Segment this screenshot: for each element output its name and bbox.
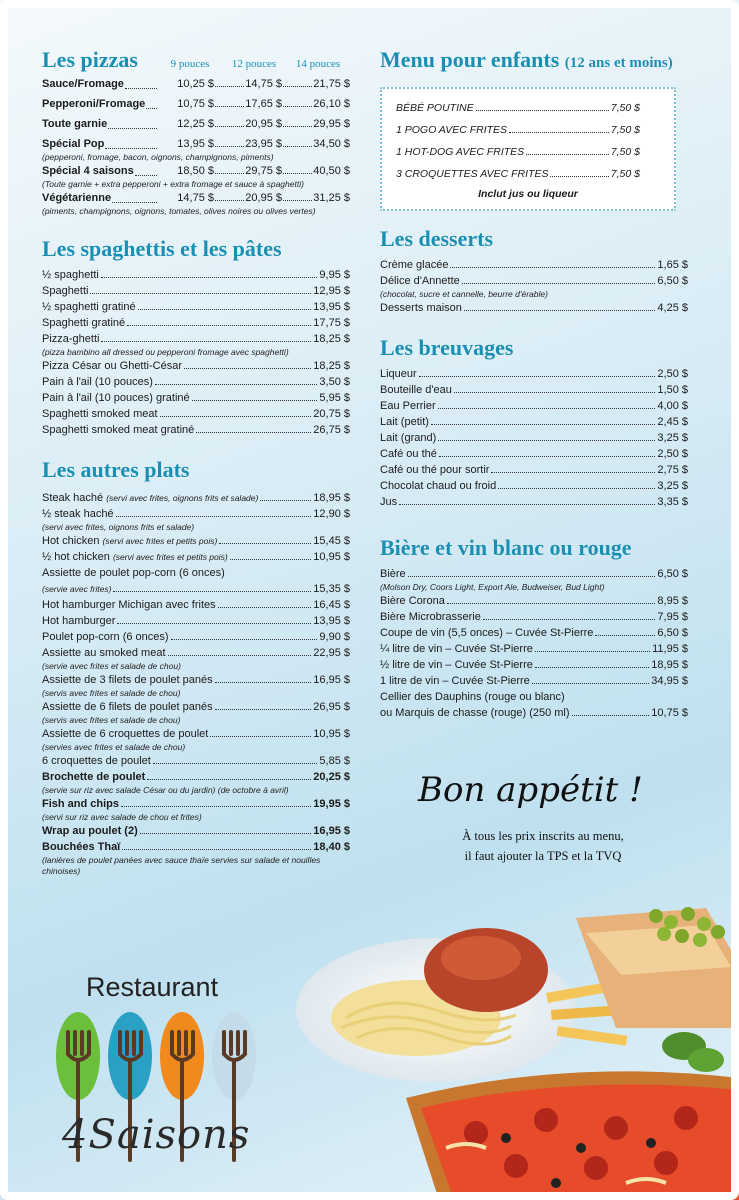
- dessert-row-note: (chocolat, sucre et cannelle, beurre d'érable): [380, 289, 548, 299]
- pizza-price: 29,75 $: [214, 163, 282, 179]
- pizza-price: 26,10 $: [282, 96, 350, 112]
- plat-row-name: Hot chicken (servi avec frites et petits pois): [42, 535, 218, 547]
- plat-row: [42, 565, 350, 581]
- plat-row-name: Steak haché (servi avec frites, oignons frits et salade): [42, 492, 259, 504]
- plat-row-name: Assiette au smoked meat: [42, 647, 166, 659]
- breuvage-row-name: Eau Perrier: [380, 400, 436, 412]
- breuvage-row: [380, 478, 688, 494]
- plat-row-name: 6 croquettes de poulet: [42, 755, 151, 767]
- enfants-subtitle: (12 ans et moins): [564, 55, 673, 71]
- breuvage-row: [380, 366, 688, 382]
- kids-footer: Inclut jus ou liqueur: [478, 188, 578, 200]
- kids-price: 7,50 $: [610, 146, 640, 158]
- breuvage-row-price: 2,50 $: [657, 368, 688, 380]
- biere-row-name: ½ litre de vin – Cuvée St-Pierre: [380, 659, 533, 671]
- plat-row-price: 26,95 $: [313, 701, 350, 713]
- plat-row-note: (servi avec frites, oignons frits et salade): [42, 522, 195, 532]
- spaghetti-row-name: Pizza César ou Ghetti-César: [42, 360, 182, 372]
- spaghetti-row: [42, 406, 350, 422]
- plat-row: [42, 672, 350, 688]
- biere-row: [380, 641, 688, 657]
- biere-row-name: Bière Corona: [380, 595, 445, 607]
- pizza-price: 29,95 $: [282, 116, 350, 132]
- plat-row: [42, 490, 350, 506]
- enfants-title: [380, 46, 688, 77]
- biere-row: [380, 625, 688, 641]
- pizza-row: [42, 190, 350, 206]
- food-photo: [296, 898, 739, 1200]
- kids-price: 7,50 $: [610, 102, 640, 114]
- spaghetti-row-name: Spaghetti smoked meat: [42, 408, 158, 420]
- spaghetti-row-name: ½ spaghetti: [42, 269, 99, 281]
- spaghetti-row-price: 20,75 $: [313, 408, 350, 420]
- autres-list: [42, 490, 350, 877]
- breuvage-row-name: Café ou thé: [380, 448, 437, 460]
- pizza-row: [42, 163, 350, 179]
- biere-row: [380, 609, 688, 625]
- breuvage-row-price: 2,75 $: [657, 464, 688, 476]
- dessert-row: [380, 300, 688, 316]
- size-14: 14 pouces: [295, 58, 341, 70]
- spaghetti-row: [42, 283, 350, 299]
- spaghetti-row-price: 5,95 $: [319, 392, 350, 404]
- autres-title: Les autres plats: [42, 457, 190, 482]
- spaghetti-row-price: 12,95 $: [313, 285, 350, 297]
- pizza-price: 40,50 $: [282, 163, 350, 179]
- herb-shape: [662, 1032, 724, 1072]
- pizzas-title: Les pizzas: [42, 47, 138, 72]
- biere-row-price: 8,95 $: [657, 595, 688, 607]
- pizza-header: [42, 46, 350, 76]
- plat-row: [42, 839, 350, 855]
- spaghetti-row-name: Pizza-ghetti: [42, 333, 100, 345]
- biere-row-name: Coupe de vin (5,5 onces) – Cuvée St-Pierre: [380, 627, 594, 639]
- kids-name: 1 POGO AVEC FRITES: [396, 124, 508, 136]
- breuvage-row-name: Liqueur: [380, 368, 417, 380]
- spaghetti-row-price: 3,50 $: [319, 376, 350, 388]
- plat-row-name: Brochette de poulet: [42, 771, 146, 783]
- plat-row-name: ½ steak haché: [42, 508, 114, 520]
- pizza-name: Pepperoni/Fromage: [42, 96, 158, 112]
- breuvage-row: [380, 382, 688, 398]
- breuvage-row: [380, 398, 688, 414]
- spaghetti-row-name: Spaghetti smoked meat gratiné: [42, 424, 195, 436]
- breuvage-row-name: Lait (grand): [380, 432, 437, 444]
- plat-row-name: ½ hot chicken (servi avec frites et petits pois): [42, 551, 228, 563]
- pizza-price: 31,25 $: [282, 190, 350, 206]
- pizza-price: 17,65 $: [214, 96, 282, 112]
- pizza-row: [42, 76, 350, 92]
- biere-row: [380, 657, 688, 673]
- desserts-title: Les desserts: [380, 226, 494, 251]
- dessert-row: [380, 257, 688, 273]
- pizza-price: 14,75 $: [214, 76, 282, 92]
- plat-row: [42, 533, 350, 549]
- plat-row: [42, 629, 350, 645]
- pizza-name: Végétarienne: [42, 190, 158, 206]
- pizza-price: 10,25 $: [177, 78, 214, 90]
- plat-row-price: 18,40 $: [313, 841, 350, 853]
- plat-row-note-row: [42, 581, 350, 597]
- plat-row: [42, 753, 350, 769]
- dessert-row-price: 6,50 $: [657, 275, 688, 287]
- pizza-price: 34,50 $: [282, 136, 350, 152]
- enfants-title-main: Menu pour enfants: [380, 47, 560, 72]
- kids-price: 7,50 $: [610, 168, 640, 180]
- biere-row-price: 18,95 $: [651, 659, 688, 671]
- plat-row-inline: (servi avec frites, oignons frits et salade): [106, 493, 259, 503]
- biere-row-price: 34,95 $: [651, 675, 688, 687]
- plat-row-price: 16,95 $: [313, 674, 350, 686]
- plat-row: [42, 699, 350, 715]
- biere-row: [380, 566, 688, 582]
- biere-row-price: 6,50 $: [657, 627, 688, 639]
- spaghetti-row: [42, 331, 350, 347]
- plat-row-price: 5,85 $: [319, 755, 350, 767]
- plat-row: [42, 645, 350, 661]
- plat-row: [42, 597, 350, 613]
- plat-row-name: Hot hamburger Michigan avec frites: [42, 599, 216, 611]
- plat-row-price: 15,45 $: [313, 535, 350, 547]
- logo-restaurant-text: Restaurant: [86, 972, 219, 1002]
- breuvage-row-price: 3,25 $: [657, 480, 688, 492]
- pizza-row: [42, 136, 350, 152]
- breuvage-row: [380, 414, 688, 430]
- plat-row-note: (servie sur riz avec salade César ou du jardin) (de octobre à avril): [42, 785, 289, 795]
- pizza-price: 14,75 $: [177, 192, 214, 204]
- biere-list: [380, 566, 688, 689]
- plat-row-price: 15,35 $: [313, 583, 350, 595]
- pizza-price: 23,95 $: [214, 136, 282, 152]
- kids-name: BÉBÉ POUTINE: [396, 102, 474, 114]
- kids-row: [396, 97, 660, 119]
- breuvages-list: [380, 366, 688, 510]
- size-12: 12 pouces: [231, 58, 277, 70]
- pizza-list: [42, 76, 350, 217]
- kids-row: [396, 163, 660, 185]
- tax-notice: [418, 826, 668, 866]
- breuvage-row: [380, 446, 688, 462]
- spaghetti-row-price: 18,25 $: [313, 333, 350, 345]
- spaghetti-row: [42, 422, 350, 438]
- kids-name: 3 CROQUETTES AVEC FRITES: [396, 168, 549, 180]
- plat-row-note: (servis avec frites et salade de chou): [42, 688, 181, 698]
- pizza-name: Spécial 4 saisons: [42, 163, 158, 179]
- biere-row-price: 6,50 $: [657, 568, 688, 580]
- pizza-note: (pepperoni, fromage, bacon, oignons, champignons, piments): [42, 152, 274, 162]
- plat-row-name: Assiette de poulet pop-corn (6 onces): [42, 567, 225, 579]
- pizza-price: 20,95 $: [214, 190, 282, 206]
- plat-row-name: Poulet pop-corn (6 onces): [42, 631, 169, 643]
- biere-row-note: (Molson Dry, Coors Light, Export Ale, Budweiser, Bud Light): [380, 582, 605, 592]
- spaghetti-row-name: Spaghetti: [42, 285, 89, 297]
- breuvage-row: [380, 494, 688, 510]
- spaghetti-row: [42, 390, 350, 406]
- spaghetti-row-name: ½ spaghetti gratiné: [42, 301, 136, 313]
- dessert-row-name: Délice d'Annette: [380, 275, 460, 287]
- left-column: [42, 38, 350, 877]
- kids-row: [396, 141, 660, 163]
- plat-row: [42, 726, 350, 742]
- plat-row: [42, 796, 350, 812]
- tax-line-1: À tous les prix inscrits au menu,: [462, 829, 624, 843]
- pizza-price: 20,95 $: [214, 116, 282, 132]
- plat-row-name: Hot hamburger: [42, 615, 116, 627]
- breuvage-row-price: 2,45 $: [657, 416, 688, 428]
- breuvage-row-price: 4,00 $: [657, 400, 688, 412]
- size-9: 9 pouces: [170, 58, 210, 70]
- plat-row-name: Assiette de 6 croquettes de poulet: [42, 728, 209, 740]
- plat-row-name: Wrap au poulet (2): [42, 825, 138, 837]
- plat-row: [42, 549, 350, 565]
- pizza-note: (piments, champignons, oignons, tomates, olives noires ou olives vertes): [42, 206, 316, 216]
- biere-title: Bière et vin blanc ou rouge: [380, 535, 632, 560]
- plat-row-note: (lanières de poulet panées avec sauce thaïe servies sur salade et nouilles chinoises): [42, 855, 321, 876]
- breuvage-row-name: Lait (petit): [380, 416, 429, 428]
- dessert-row-price: 4,25 $: [657, 302, 688, 314]
- cellier-price: 10,75 $: [651, 707, 688, 719]
- spaghetti-row-name: Pain à l'ail (10 pouces): [42, 376, 153, 388]
- pizza-price: 12,25 $: [177, 118, 214, 130]
- spaghetti-row: [42, 315, 350, 331]
- plat-row-price: 10,95 $: [313, 551, 350, 563]
- pizza-price: 13,95 $: [177, 138, 214, 150]
- spaghettis-title: Les spaghettis et les pâtes: [42, 236, 282, 261]
- spaghetti-row-price: 9,95 $: [319, 269, 350, 281]
- plat-row-price: 16,95 $: [313, 825, 350, 837]
- pizza-row: [42, 96, 350, 112]
- plat-row-inline: (servi avec frites et petits pois): [112, 552, 228, 562]
- plat-row: [42, 769, 350, 785]
- plat-row-price: 12,90 $: [313, 508, 350, 520]
- kids-list: [396, 97, 660, 185]
- spaghetti-row-price: 13,95 $: [313, 301, 350, 313]
- spaghetti-row-price: 17,75 $: [313, 317, 350, 329]
- plat-row-name: Fish and chips: [42, 798, 120, 810]
- dessert-row-name: Crème glacée: [380, 259, 449, 271]
- plat-row-name: Assiette de 6 filets de poulet panés: [42, 701, 213, 713]
- kids-row: [396, 119, 660, 141]
- plat-row-price: 18,95 $: [313, 492, 350, 504]
- bon-appetit-text: Bon appétit !: [418, 770, 643, 810]
- plat-row-name: Bouchées Thaï: [42, 841, 121, 853]
- biere-row-name: Bière: [380, 568, 406, 580]
- spaghetti-row: [42, 299, 350, 315]
- right-column: [380, 38, 688, 721]
- pizza-price: 18,50 $: [177, 165, 214, 177]
- biere-row-name: ¼ litre de vin – Cuvée St-Pierre: [380, 643, 533, 655]
- kids-name: 1 HOT-DOG AVEC FRITES: [396, 146, 525, 158]
- breuvage-row-price: 3,35 $: [657, 496, 688, 508]
- biere-row-price: 11,95 $: [652, 643, 688, 655]
- breuvage-row-price: 2,50 $: [657, 448, 688, 460]
- plat-row-price: 16,45 $: [313, 599, 350, 611]
- spaghetti-row: [42, 374, 350, 390]
- biere-row-name: Bière Microbrasserie: [380, 611, 481, 623]
- pizza-price: 21,75 $: [282, 76, 350, 92]
- biere-row: [380, 673, 688, 689]
- dessert-row: [380, 273, 688, 289]
- breuvage-row-name: Chocolat chaud ou froid: [380, 480, 497, 492]
- tax-line-2: il faut ajouter la TPS et la TVQ: [464, 849, 622, 863]
- spaghetti-row: [42, 267, 350, 283]
- spaghetti-row: [42, 358, 350, 374]
- breuvage-row-name: Jus: [380, 496, 398, 508]
- logo-brand-text: 4Saisons: [62, 1112, 251, 1158]
- breuvage-row-price: 3,25 $: [657, 432, 688, 444]
- biere-row-price: 7,95 $: [657, 611, 688, 623]
- spaghetti-row-price: 26,75 $: [313, 424, 350, 436]
- plat-row-price: 13,95 $: [313, 615, 350, 627]
- pizza-price: 10,75 $: [177, 98, 214, 110]
- breuvage-row: [380, 430, 688, 446]
- plat-row-name: Assiette de 3 filets de poulet panés: [42, 674, 213, 686]
- plat-row: [42, 613, 350, 629]
- spaghetti-list: [42, 267, 350, 438]
- plat-row-price: 10,95 $: [313, 728, 350, 740]
- dessert-row-price: 1,65 $: [657, 259, 688, 271]
- spaghetti-row-price: 18,25 $: [313, 360, 350, 372]
- desserts-list: [380, 257, 688, 316]
- cellier-line2: ou Marquis de chasse (rouge) (250 ml) 10,75 $: [380, 707, 688, 719]
- plat-row-price: 20,25 $: [313, 771, 350, 783]
- breuvage-row-name: Bouteille d'eau: [380, 384, 452, 396]
- pizza-row: [42, 116, 350, 132]
- cellier-line1: Cellier des Dauphins (rouge ou blanc): [380, 691, 565, 703]
- plat-row-note: (servies avec frites et salade de chou): [42, 742, 186, 752]
- breuvage-row: [380, 462, 688, 478]
- spaghetti-row-name: Pain à l'ail (10 pouces) gratiné: [42, 392, 190, 404]
- spaghetti-row-name: Spaghetti gratiné: [42, 317, 126, 329]
- plat-row-note: (servi sur riz avec salade de chou et frites): [42, 812, 202, 822]
- pizza-name: Spécial Pop: [42, 136, 158, 152]
- plat-row: [42, 823, 350, 839]
- breuvage-row-price: 1,50 $: [657, 384, 688, 396]
- pizza-name: Sauce/Fromage: [42, 76, 158, 92]
- plat-row-price: 22,95 $: [313, 647, 350, 659]
- plat-row-note: (servie avec frites): [42, 584, 112, 594]
- plat-row-price: 9,90 $: [319, 631, 350, 643]
- plat-row: [42, 506, 350, 522]
- dessert-row-name: Desserts maison: [380, 302, 462, 314]
- plat-row-inline: (servi avec frites et petits pois): [102, 536, 218, 546]
- pizza-note: (Toute garnie + extra pepperoni + extra fromage et sauce à spaghetti): [42, 179, 304, 189]
- breuvage-row-name: Café ou thé pour sortir: [380, 464, 490, 476]
- kids-price: 7,50 $: [610, 124, 640, 136]
- breuvages-title: Les breuvages: [380, 335, 514, 360]
- pizza-shape: [406, 1071, 739, 1200]
- plat-row-note: (servie avec frites et salade de chou): [42, 661, 181, 671]
- biere-row-name: 1 litre de vin – Cuvée St-Pierre: [380, 675, 530, 687]
- plat-row-price: 19,95 $: [313, 798, 350, 810]
- plat-row-note: (servis avec frites et salade de chou): [42, 715, 181, 725]
- biere-row: [380, 593, 688, 609]
- spaghetti-row-note: (pizza bambino all dressed ou pepperoni fromage avec spaghetti): [42, 347, 289, 357]
- kids-menu-box: [380, 87, 676, 211]
- pizza-name: Toute garnie: [42, 116, 158, 132]
